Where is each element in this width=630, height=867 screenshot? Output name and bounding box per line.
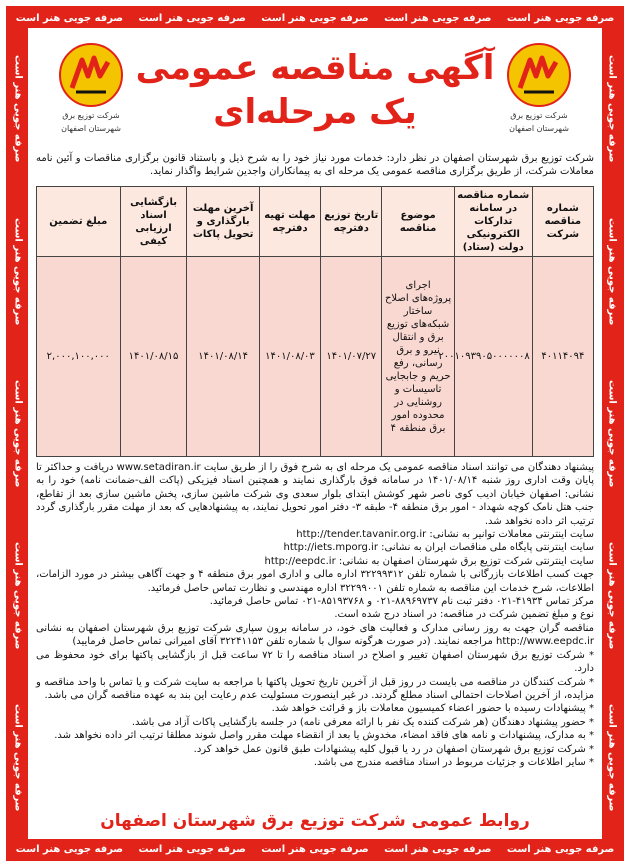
logo-caption: شهرستان اصفهان [61, 124, 121, 133]
table-header-cell: آخرین مهلت بارگذاری و تحویل پاکات [187, 187, 259, 257]
watermark-text: صرفه جویی هنر است [15, 12, 124, 24]
body-paragraph: مناقصه گران جهت به روز رسانی مدارک و فعالیت های خود، در سامانه برون سپاری شرکت توزیع برق شهرستان اصفهان به نشانی http://www.eepdc.ir مراجعه نمایند. (در صورت هرگونه سوال با شماره تلفن ۳۲۲۴۱۱۵۳ آقای امیرانی تماس حاصل فرمایید) [36, 622, 594, 648]
body-paragraph: * حضور پیشنهاد دهندگان (هر شرکت کننده یک نفر با ارائه معرفی نامه) در جلسه بازگشایی پاکات آزاد می باشد. [131, 716, 594, 728]
watermark-text: صرفه جویی هنر است [606, 217, 618, 325]
body-paragraph: * شرکت کنندگان در مناقصه می بایست در روز قبل از آخرین تاریخ تحویل پاکتها با مراجعه به سایت شرکت و یا تماس با واحد مناقصه و مزایده، از آخرین اصلاحات احتمالی اسناد مطلع گردند. در غیر اینصورت مسئولیت عدم رعایت این بند به عهده مناقصه گران می باشد. [36, 676, 594, 701]
table-header-cell: بازگشایی اسناد ارزیابی کیفی [120, 187, 187, 257]
body-paragraph: پیشنهاد دهندگان می توانند اسناد مناقصه عمومی یک مرحله ای به شرح فوق را از طریق سایت www.setadiran.ir دریافت و حداکثر تا پایان وقت اداری روز شنبه ۱۴۰۱/۰۸/۱۴ در سامانه فوق بارگذاری نمایند و همچنین اسناد فیزیکی (پاکت الف-ضمانت نامه) خود را به نشانی: اصفهان خیابان ادیب کوی ناصر شهر کوشش ابتدای بلوار سعدی وی شرکت ماشین سازی، پخش ماشین سازی بعد از تقاطع، جنب هتل نامک کوچه شهداد - امور برق منطقه ۴- طبقه ۳- دفتر امور تحویل نمایند، به پیشنهادهایی که بعد از مهلت مقرر بارگذاری گردد ترتیب اثر داده نخواهد شد. [36, 462, 595, 527]
table-header-cell: تاریخ توزیع دفترچه [321, 187, 382, 257]
intro-paragraph: شرکت توزیع برق شهرستان اصفهان در نظر دارد: خدمات مورد نیاز خود را به شرح ذیل و باستناد قانون برگزاری مناقصات و آئین نامه معاملات شرکت، از طریق برگزاری مناقصه عمومی یک مرحله ای به پیمانکاران واجدین شرایط واگذار نماید. [36, 153, 594, 177]
table-cell: ۱۴۰۱/۰۷/۲۷ [321, 257, 382, 457]
watermark-text: صرفه جویی هنر است [138, 843, 246, 855]
left-border-strip [8, 28, 28, 839]
watermark-text: صرفه جویی هنر است [506, 843, 615, 855]
watermark-text: صرفه جویی هنر است [606, 55, 618, 163]
tender-table [36, 186, 594, 457]
watermark-text: صرفه جویی هنر است [138, 12, 246, 24]
body-paragraph: * شرکت توزیع برق شهرستان اصفهان تغییر و اصلاح در اسناد مناقصه را تا ۷۲ ساعت قبل از بازگشایی پاکتها برای خود محفوظ می دارد. [36, 649, 594, 675]
logo-caption: شرکت توزیع برق [62, 111, 120, 120]
watermark-text: صرفه جویی هنر است [506, 12, 615, 24]
table-header-cell: مهلت تهیه دفترچه [259, 187, 320, 257]
body-paragraph: سایت اینترنتی شرکت توزیع برق شهرستان اصفهان به نشانی: http://eepdc.ir [264, 555, 594, 567]
table-cell: اجرای پروژه‌های اصلاح ساختار شبکه‌های توزیع برق و انتقال نیرو و برق رسانی، رفع حریم و جابجایی تاسیسات و روشنایی در محدوده امور برق منطقه ۴ [382, 257, 454, 457]
table-cell: ۱۴۰۱/۰۸/۱۴ [187, 257, 259, 457]
table-header-cell: مبلغ تضمین [37, 187, 121, 257]
body-paragraph: سایت اینترنتی معاملات توانیر به نشانی: http://tender.tavanir.org.ir [296, 529, 594, 541]
table-header-cell: موضوع مناقصه [382, 187, 454, 257]
watermark-text: صرفه جویی هنر است [12, 55, 24, 163]
body-paragraph: * سایر اطلاعات و جزئیات مربوط در اسناد مناقصه مندرج می باشد. [313, 756, 594, 768]
body-paragraph: نوع و مبلغ تضمین شرکت در مناقصه: در اسناد درج شده است. [334, 609, 594, 621]
table-cell: ۱۴۰۱/۰۸/۱۵ [120, 257, 187, 457]
watermark-text: صرفه جویی هنر است [606, 704, 618, 812]
right-border-strip [602, 28, 622, 839]
page-title: آگهی مناقصه عمومی [135, 48, 495, 88]
watermark-text: صرفه جویی هنر است [606, 379, 618, 488]
body-paragraph: * پیشنهادات رسیده با حضور اعضاء کمیسیون معاملات باز و قرائت خواهد شد. [271, 703, 594, 715]
watermark-text: صرفه جویی هنر است [261, 843, 369, 855]
table-cell: ۴۰۱۱۴۰۹۴ [532, 257, 593, 457]
notice-content [30, 30, 600, 837]
body-paragraph: مرکز تماس ۴۱۹۳۴-۰۲۱ دفتر ثبت نام ۸۸۹۶۹۷۳۷-۰۲۱ و ۸۵۱۹۳۷۶۸-۰۲۱ تماس حاصل فرمائید. [209, 596, 594, 608]
electric-company-logo-icon [58, 42, 124, 108]
footer-signature: روابط عمومی شرکت توزیع برق شهرستان اصفهان [100, 811, 530, 831]
page-subtitle: یک مرحله‌ای [213, 92, 417, 132]
top-border-strip [8, 8, 622, 28]
watermark-text: صرفه جویی هنر است [12, 541, 24, 650]
watermark-text: صرفه جویی هنر است [12, 379, 24, 488]
body-paragraph: * به مدارک، پیشنهادات و نامه های فاقد امضاء، مخدوش یا بعد از انقضاء مهلت مقرر واصل شوند مطلقا ترتیب اثر داده نخواهد شد. [54, 730, 594, 742]
watermark-text: صرفه جویی هنر است [384, 12, 492, 24]
watermark-text: صرفه جویی هنر است [606, 541, 618, 650]
body-paragraph: سایت اینترنتی پایگاه ملی مناقصات ایران به نشانی: http://iets.mporg.ir [283, 542, 594, 554]
bottom-border-strip [8, 839, 622, 859]
table-cell: ۲۰۰۱۰۹۳۹۰۵۰۰۰۰۰۰۸ [454, 257, 532, 457]
watermark-text: صرفه جویی هنر است [12, 217, 24, 325]
watermark-text: صرفه جویی هنر است [12, 704, 24, 812]
watermark-text: صرفه جویی هنر است [261, 12, 369, 24]
logo-caption: شرکت توزیع برق [510, 111, 568, 120]
table-header-row [37, 187, 594, 257]
table-cell: ۱۴۰۱/۰۸/۰۳ [259, 257, 320, 457]
table-header-cell: شماره مناقصه شرکت [532, 187, 593, 257]
notice-header [30, 30, 600, 150]
table-row [37, 257, 594, 457]
watermark-text: صرفه جویی هنر است [384, 843, 492, 855]
notice-body [30, 461, 600, 769]
logo-caption: شهرستان اصفهان [509, 124, 569, 133]
body-paragraph: جهت کسب اطلاعات بازرگانی با شماره تلفن ۳۲۲۹۹۳۱۲ اداره مالی و اداری امور برق منطقه ۴ و جهت آگاهی بیشتر در مورد الزامات، اطلاعات، شرح خدمات این مناقصه به شماره تلفن ۳۲۲۹۹۰۰۱ اداره مهندسی و نظارت تماس حاصل فرمائید. [36, 569, 594, 594]
body-paragraph: * شرکت توزیع برق شهرستان اصفهان در رد یا قبول کلیه پیشنهادات طبق قانون عمل خواهد کرد. [193, 743, 594, 755]
notice-frame [6, 6, 624, 861]
table-header-cell: شماره مناقصه در سامانه تدارکات الکترونیکی دولت (ستاد) [454, 187, 532, 257]
table-cell: ۲,۰۰۰,۱۰۰,۰۰۰ [37, 257, 121, 457]
watermark-text: صرفه جویی هنر است [15, 843, 124, 855]
company-logo [36, 42, 146, 134]
